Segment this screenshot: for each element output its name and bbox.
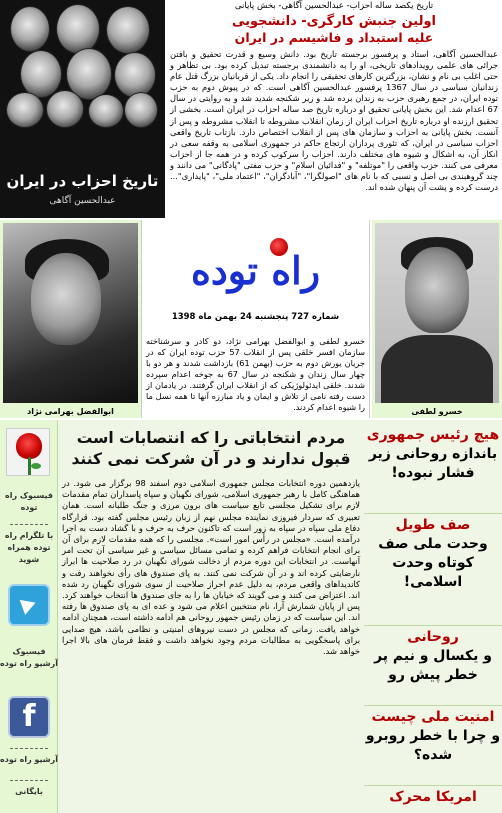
telegram-link[interactable]: با تلگرام راه توده همراه شوید <box>4 531 54 564</box>
facebook-archive-link[interactable]: فیسبوک آرشیو راه توده <box>0 647 58 668</box>
promo-text: باندازه روحانی زیر فشار نبوده! <box>368 446 498 481</box>
promo-link[interactable] <box>364 708 502 786</box>
right-sidebar <box>364 426 502 813</box>
archive-link[interactable]: آرشیو راه توده <box>0 755 58 764</box>
site-logo[interactable]: راه توده <box>190 248 321 293</box>
promo-link[interactable] <box>364 516 502 626</box>
promo-title: صف طویل <box>395 517 471 533</box>
promo-link[interactable] <box>364 628 502 706</box>
book-cover-image[interactable] <box>0 0 165 218</box>
article-headline-2[interactable]: علیه استبداد و فاشیسم در ایران <box>234 30 434 45</box>
issue-number: شماره 727 پنجشنبه 24 بهمن ماه 1398 <box>171 312 340 322</box>
top-feature <box>0 0 502 218</box>
archive-index-link[interactable]: بایگانی <box>15 787 43 796</box>
portrait-caption: ابوالفضل بهرامی نژاد <box>27 407 114 416</box>
telegram-icon[interactable] <box>8 584 50 626</box>
masthead <box>141 220 370 418</box>
promo-text: و چرا با خطر روبرو شده؟ <box>365 728 501 763</box>
article-headline[interactable]: اولین جنبش کارگری- دانشجویی <box>231 14 437 29</box>
promo-link[interactable] <box>364 426 502 514</box>
memorial-note: خسرو لطفی و ابوالفضل بهرامی نژاد، دو کادر و سرشناخته سازمان افسر خلقی پس از انقلاب 57 حزب توده ایران که در جریان یورش دوم به حزب (بهمن 61) بازداشت شدند و هر دو با چهار سال زندان و شکنجه در سال 67 به جوخه اعدام سپرده شدند. خلقی ایدئولوژیکی که از انقلاب ایران گرفتند. در یادمان از دست رفته نامی از تلاش و ایمان و یاد مبارزه آنها تا همه نسل ما را شیوه اعدام کردند. <box>146 336 365 412</box>
book-title: تاریخ احزاب در ایران <box>6 172 159 190</box>
portrait-left <box>0 220 141 418</box>
portrait-caption: خسرو لطفی <box>411 407 463 416</box>
article-kicker[interactable]: تاریخ یکصد ساله احزاب- عبدالحسین آگاهی- بخش پایانی <box>234 1 434 11</box>
promo-title: روحانی <box>407 629 459 645</box>
article-title[interactable]: مردم انتخاباتی را که انتصابات است <box>76 429 346 447</box>
portrait-right <box>372 220 502 418</box>
article-subtitle[interactable]: قبول ندارند و در آن شرکت نمی کنند <box>71 450 351 468</box>
promo-text: وحدت ملی صف کوتاه وحدت اسلامی! <box>378 536 488 590</box>
portrait-collage <box>6 4 159 130</box>
promo-text: و یکسال و نیم پر خطر پیش رو <box>374 648 492 683</box>
main-article <box>62 428 360 813</box>
article-body: یازدهمین دوره انتخابات مجلس جمهوری اسلامی دوم اسفند 98 برگزار می شود. در هماهنگی کامل با رهبر جمهوری اسلامی، شورای نگهبان و سپاه پاسداران تمام مقدمات لازم برای تشکیل مجلسی تابع سیاست های برون مرزی و جنگ طلبانه است. همان تعبیری که سردار فیروزی نماینده مجلس نهم از زبان رئیس مجلس گفته بود. قرارگاه دفاع ملی سپاه در سپاه به زور است که تاکنون حرف به حرف و با گشاد دست به اجرا درآمده است. «مجلس در رأس امور است». مجلسی را که همه مقدمات لازم برای آن برای انجام انتخابات فراهم کرده و تمامی مسائل سیاسی و غیر سیاسی آن تحت امر آنهاست. در انتخابات این دوره مردم از دخالت شورای نگهبان در رد صلاحیت ها ابراز نارضایتی کرده اند و در آن شرکت نمی کنند. به پای صندوق های رأی نخواهند رفت و کاندیداهای واقعی مردم، به دلیل عدم احراز صلاحیت از سوی شورای نگهبان رد شده اند. اعتراض می کنند و می گویند که خیابان ها را به جای صندوق ها انتخاب خواهند کرد. پس از پایان شمارش آرا، نام منتخبین اعلام می شود و عده ای به پای صندوق ها رفته اند. این سیاست که در زمان رئیس جمهور روحانی هم ادامه داشته است، همچنان ادامه خواهد یافت. زمانی که مجلس در دست نیروهای امنیتی و نظامی باشد، هیچ صدایی برای پاسخگویی به مطالبات مردم وجود نخواهد داشت و فقط فرمان های بالا اجرا خواهد شد. <box>62 478 360 657</box>
divider <box>10 780 48 781</box>
content-area <box>0 420 502 813</box>
divider <box>10 748 48 749</box>
rose-icon <box>6 428 50 476</box>
divider <box>10 524 48 525</box>
promo-title: هیچ رئیس جمهوری <box>366 427 500 443</box>
facebook-link[interactable]: فیسبوک راه توده <box>5 491 53 512</box>
portrait-photo <box>3 223 138 403</box>
promo-title: امریکا محرک <box>389 789 477 805</box>
facebook-icon[interactable]: f <box>8 696 50 738</box>
masthead-band <box>0 220 502 418</box>
article-body: عبدالحسین آگاهی، استاد و پرفسور برجسته تاریخ بود. دانش وسیع و قدرت تحقیق و بافتن جرائی های علمی رویدادهای تاریخی، او را به دانشمندی برجسته تبدیل کرده بود. بی تظاهر و حتی اغلب بی نام و نشان، بزرگترین کارهای تحقیقی را انجام داد. یکی از قربانیان بزرگ قتل عام زندانیان سیاسی در سال 1367 پرفسور عبدالحسین آگاهی است. که در پیوش دوم به حزب توده ایران، در جمع رهبری حزب به زندان برده شد و زیر شکنجه شدید شد و به روایتی در سال 67 اعدام شد. این بخش پایانی تحقیق او درباره تاریخ صد ساله احزاب در ایران است. بخشی از تحقیق ارزنده او درباره تاریخ احزاب ایران از زمان انقلاب مشروطه تا انقلاب مشروطه و پس از آنست. بخش پایانی به احزاب و سازمان های پس از انقلاب اختصاص دارد. بازتاب تاریخ واقعی احزاب سیاسی در ایران، که تئوری پردازان ارتجاع حاکم در جمهوری اسلامی به وقفه سعی در انکار آن، به اشکال و شیوه های مختلف دارند. احزاب را سرکوب کرده و در همه جا از احزاب معرفی می کنند. حزب واقعی را "موتلفه" و "فدائیان اسلام" و حزب مفتی "پادگانی" می دانند و چند گروهبندی بی اصل و نسبی که با نام های "اصولگرا"، "آبادگران"، "اعتماد ملی"، "پایداری"... درست کرده و پشت آن پنهان شده اند. <box>170 49 498 193</box>
portrait-photo <box>375 223 499 403</box>
book-author: عبدالحسین آگاهی <box>49 196 116 206</box>
promo-link[interactable] <box>364 788 502 813</box>
left-sidebar <box>0 420 58 813</box>
top-article <box>168 0 500 218</box>
promo-title: امنیت ملی چیست <box>371 709 495 725</box>
